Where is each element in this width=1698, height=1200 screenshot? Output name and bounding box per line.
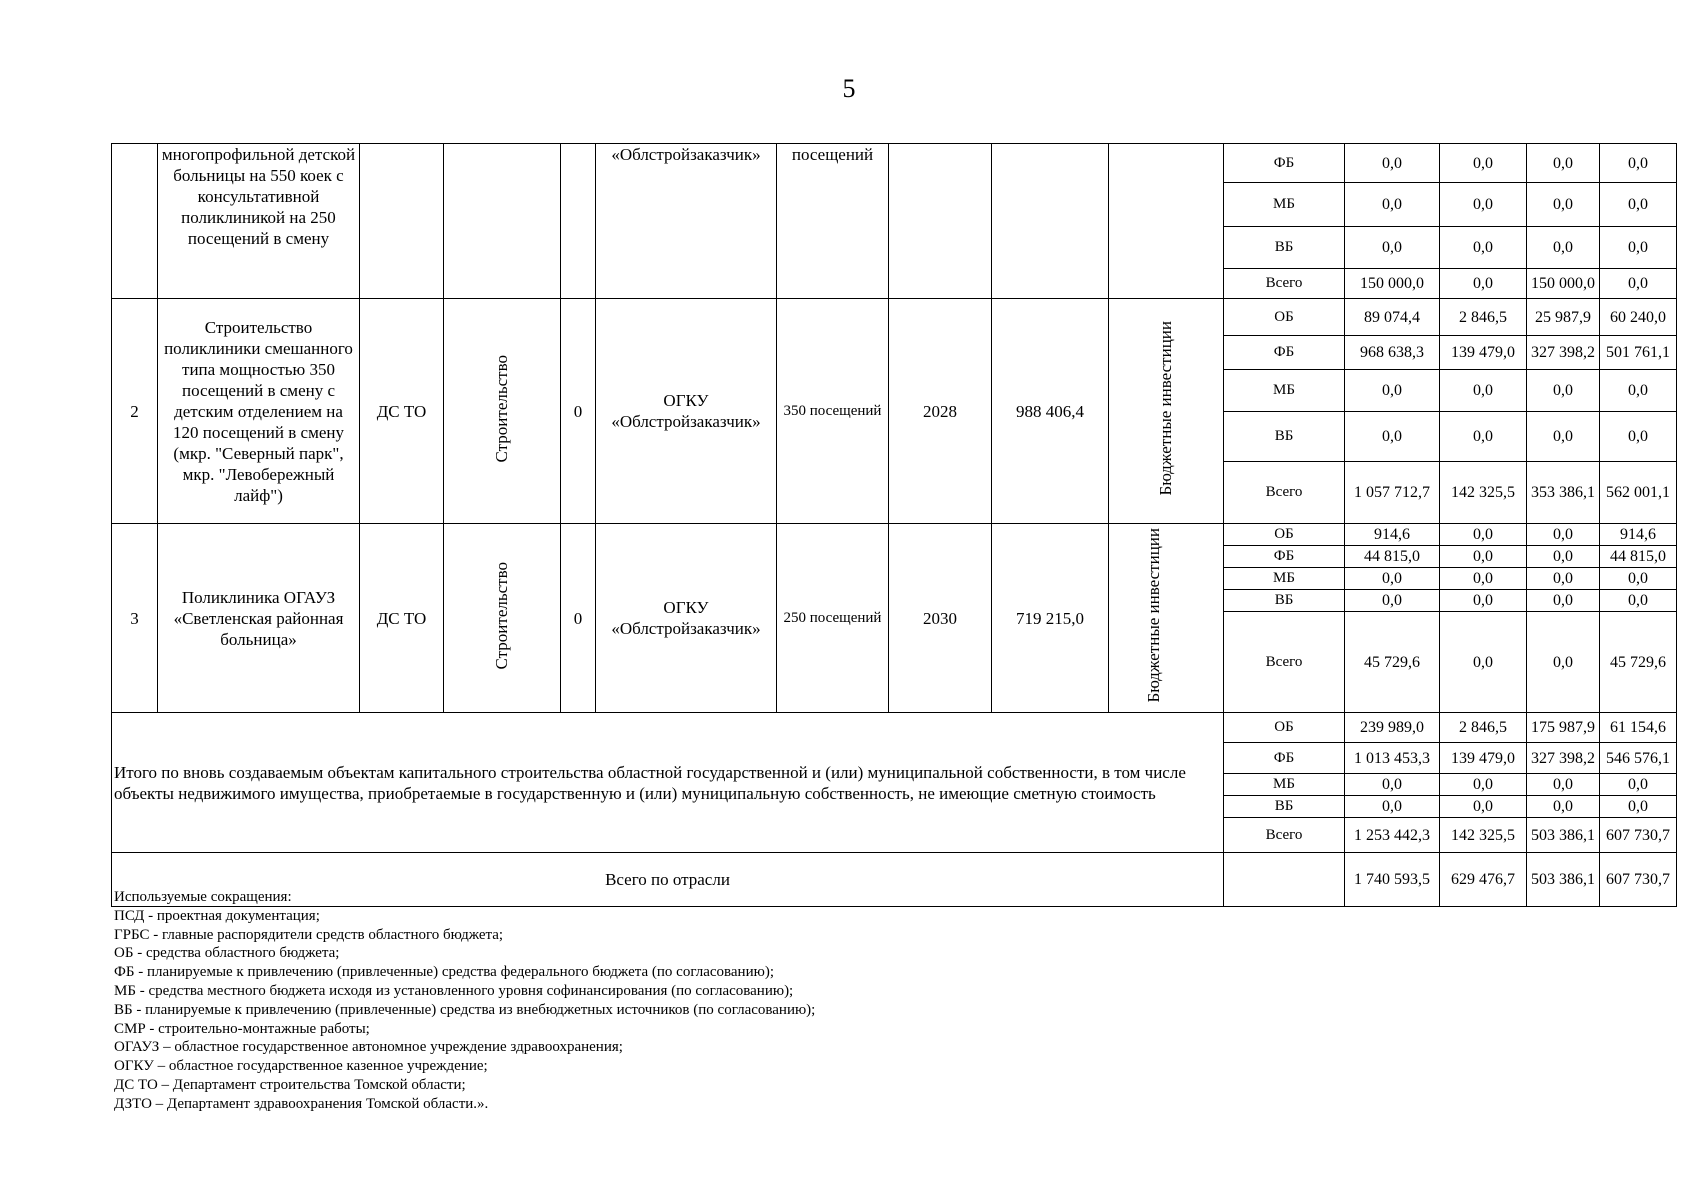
value-cell: 0,0 xyxy=(1600,269,1677,299)
abbreviation-item: ДЗТО – Департамент здравоохранения Томской области.». xyxy=(114,1095,489,1112)
row2-customer: ОГКУ «Облстройзаказчик» xyxy=(596,299,777,524)
value-cell: 914,6 xyxy=(1600,524,1677,546)
value-cell: 562 001,1 xyxy=(1600,462,1677,524)
value-cell: 0,0 xyxy=(1527,227,1600,269)
fund-label: МБ xyxy=(1224,183,1345,227)
fund-label: МБ xyxy=(1224,774,1345,796)
value-cell: 327 398,2 xyxy=(1527,743,1600,774)
value-cell: 239 989,0 xyxy=(1345,713,1440,743)
value-cell: 629 476,7 xyxy=(1440,853,1527,907)
value-cell: 61 154,6 xyxy=(1600,713,1677,743)
fund-label: ОБ xyxy=(1224,299,1345,336)
value-cell: 503 386,1 xyxy=(1527,853,1600,907)
fund-label: ФБ xyxy=(1224,546,1345,568)
row2-work-type-text: Строительство xyxy=(492,354,511,463)
value-cell: 353 386,1 xyxy=(1527,462,1600,524)
fund-label: Всего xyxy=(1224,269,1345,299)
value-cell: 89 074,4 xyxy=(1345,299,1440,336)
value-cell: 0,0 xyxy=(1527,144,1600,183)
investment-table xyxy=(111,143,1677,907)
value-cell: 0,0 xyxy=(1527,612,1600,713)
value-cell: 44 815,0 xyxy=(1600,546,1677,568)
row3-investment-type-text: Бюджетные инвестиции xyxy=(1144,528,1163,703)
row2-investment-type xyxy=(1109,299,1224,524)
row3-number: 3 xyxy=(112,524,158,713)
abbreviation-item: ОГАУЗ – областное государственное автономное учреждение здравоохранения; xyxy=(114,1039,623,1056)
row1-customer: «Облстройзаказчик» xyxy=(596,144,777,299)
row2-psd: 0 xyxy=(561,299,596,524)
row2-work-type xyxy=(444,299,561,524)
fund-label: МБ xyxy=(1224,568,1345,590)
value-cell: 1 013 453,3 xyxy=(1345,743,1440,774)
value-cell: 0,0 xyxy=(1600,227,1677,269)
value-cell: 0,0 xyxy=(1440,370,1527,412)
row1-object-name: многопрофильной детской больницы на 550 коек с консультативной поликлиникой на 250 посещений в смену xyxy=(158,144,360,299)
value-cell: 0,0 xyxy=(1527,412,1600,462)
fund-label: МБ xyxy=(1224,370,1345,412)
row2-number: 2 xyxy=(112,299,158,524)
table-row xyxy=(112,299,1677,336)
value-cell: 607 730,7 xyxy=(1600,853,1677,907)
fund-label: ВБ xyxy=(1224,227,1345,269)
value-cell: 0,0 xyxy=(1600,590,1677,612)
fund-label: Всего xyxy=(1224,462,1345,524)
row3-work-type xyxy=(444,524,561,713)
abbreviation-item: МБ - средства местного бюджета исходя из установленного уровня софинансирования (по согласованию); xyxy=(114,982,794,999)
value-cell: 60 240,0 xyxy=(1600,299,1677,336)
value-cell: 0,0 xyxy=(1345,774,1440,796)
value-cell: 1 740 593,5 xyxy=(1345,853,1440,907)
fund-label: ОБ xyxy=(1224,524,1345,546)
row1-investment-type-cell xyxy=(1109,144,1224,299)
value-cell: 607 730,7 xyxy=(1600,818,1677,853)
value-cell: 0,0 xyxy=(1345,568,1440,590)
value-cell: 0,0 xyxy=(1527,370,1600,412)
row1-number-cell xyxy=(112,144,158,299)
value-cell: 0,0 xyxy=(1527,774,1600,796)
abbreviation-item: ОБ - средства областного бюджета; xyxy=(114,945,340,962)
value-cell: 45 729,6 xyxy=(1345,612,1440,713)
fund-label: ФБ xyxy=(1224,144,1345,183)
row1-work-type-cell xyxy=(444,144,561,299)
value-cell: 1 057 712,7 xyxy=(1345,462,1440,524)
row2-object-name: Строительство поликлиники смешанного типа мощностью 350 посещений в смену с детским отделением на 120 посещений в смену (мкр. "Северный парк", мкр. "Левобережный лайф") xyxy=(158,299,360,524)
abbreviation-item: ФБ - планируемые к привлечению (привлеченные) средства федерального бюджета (по согласованию); xyxy=(114,964,774,981)
row1-grbs-cell xyxy=(360,144,444,299)
value-cell: 2 846,5 xyxy=(1440,713,1527,743)
value-cell: 0,0 xyxy=(1345,144,1440,183)
value-cell: 0,0 xyxy=(1345,796,1440,818)
value-cell: 503 386,1 xyxy=(1527,818,1600,853)
value-cell: 0,0 xyxy=(1600,370,1677,412)
fund-label: ФБ xyxy=(1224,743,1345,774)
row2-investment-type-text: Бюджетные инвестиции xyxy=(1156,321,1175,496)
abbreviations-title: Используемые сокращения: xyxy=(114,889,292,905)
value-cell: 0,0 xyxy=(1440,546,1527,568)
row2-cost: 988 406,4 xyxy=(992,299,1109,524)
value-cell: 139 479,0 xyxy=(1440,336,1527,370)
value-cell: 150 000,0 xyxy=(1345,269,1440,299)
fund-label: Всего xyxy=(1224,612,1345,713)
subtotal-label: Итого по вновь создаваемым объектам капитального строительства областной государственной и (или) муниципальной собственности, в том числе объекты недвижимого имущества, приобретаемые в государственную и (или) муниципальную собственность, не имеющие сметную стоимость xyxy=(112,713,1224,853)
value-cell: 0,0 xyxy=(1527,568,1600,590)
row1-cost-cell xyxy=(992,144,1109,299)
row3-investment-type xyxy=(1109,524,1224,713)
table-row xyxy=(112,713,1677,743)
abbreviation-item: СМР - строительно-монтажные работы; xyxy=(114,1020,370,1037)
value-cell: 0,0 xyxy=(1440,590,1527,612)
fund-label: ВБ xyxy=(1224,796,1345,818)
row3-customer: ОГКУ «Облстройзаказчик» xyxy=(596,524,777,713)
total-label: Всего по отрасли xyxy=(112,853,1224,907)
value-cell: 0,0 xyxy=(1345,227,1440,269)
value-cell: 0,0 xyxy=(1345,183,1440,227)
value-cell: 0,0 xyxy=(1527,796,1600,818)
fund-label: ВБ xyxy=(1224,590,1345,612)
value-cell: 0,0 xyxy=(1345,590,1440,612)
row3-object-name: Поликлиника ОГАУЗ «Светленская районная больница» xyxy=(158,524,360,713)
row2-capacity: 350 посещений xyxy=(777,299,889,524)
value-cell: 327 398,2 xyxy=(1527,336,1600,370)
abbreviations-list xyxy=(114,888,815,1114)
abbreviation-item: ПСД - проектная документация; xyxy=(114,907,320,924)
abbreviation-item: ДС ТО – Департамент строительства Томской области; xyxy=(114,1076,466,1093)
value-cell: 0,0 xyxy=(1345,370,1440,412)
row3-cost: 719 215,0 xyxy=(992,524,1109,713)
page-number: 5 xyxy=(842,74,856,103)
value-cell: 0,0 xyxy=(1600,568,1677,590)
value-cell: 0,0 xyxy=(1440,612,1527,713)
value-cell: 0,0 xyxy=(1440,796,1527,818)
value-cell: 0,0 xyxy=(1527,546,1600,568)
fund-label: ОБ xyxy=(1224,713,1345,743)
value-cell: 2 846,5 xyxy=(1440,299,1527,336)
fund-label: ВБ xyxy=(1224,412,1345,462)
table-row xyxy=(112,144,1677,183)
value-cell: 0,0 xyxy=(1527,183,1600,227)
row3-psd: 0 xyxy=(561,524,596,713)
value-cell: 1 253 442,3 xyxy=(1345,818,1440,853)
value-cell: 0,0 xyxy=(1440,524,1527,546)
value-cell: 0,0 xyxy=(1440,183,1527,227)
row2-year: 2028 xyxy=(889,299,992,524)
value-cell: 0,0 xyxy=(1600,796,1677,818)
value-cell: 0,0 xyxy=(1440,269,1527,299)
table-row xyxy=(112,524,1677,546)
value-cell: 0,0 xyxy=(1600,412,1677,462)
row1-psd-cell xyxy=(561,144,596,299)
value-cell: 546 576,1 xyxy=(1600,743,1677,774)
row2-grbs: ДС ТО xyxy=(360,299,444,524)
row3-work-type-text: Строительство xyxy=(492,561,511,670)
abbreviation-item: ВБ - планируемые к привлечению (привлеченные) средства из внебюджетных источников (по согласованию); xyxy=(114,1001,816,1018)
total-fund-cell xyxy=(1224,853,1345,907)
value-cell: 139 479,0 xyxy=(1440,743,1527,774)
value-cell: 45 729,6 xyxy=(1600,612,1677,713)
value-cell: 150 000,0 xyxy=(1527,269,1600,299)
value-cell: 25 987,9 xyxy=(1527,299,1600,336)
value-cell: 0,0 xyxy=(1600,183,1677,227)
value-cell: 0,0 xyxy=(1527,524,1600,546)
row3-year: 2030 xyxy=(889,524,992,713)
value-cell: 501 761,1 xyxy=(1600,336,1677,370)
value-cell: 44 815,0 xyxy=(1345,546,1440,568)
row3-grbs: ДС ТО xyxy=(360,524,444,713)
value-cell: 175 987,9 xyxy=(1527,713,1600,743)
row3-capacity: 250 посещений xyxy=(777,524,889,713)
value-cell: 0,0 xyxy=(1527,590,1600,612)
value-cell: 0,0 xyxy=(1600,774,1677,796)
value-cell: 142 325,5 xyxy=(1440,818,1527,853)
value-cell: 0,0 xyxy=(1440,144,1527,183)
abbreviation-item: ОГКУ – областное государственное казенное учреждение; xyxy=(114,1058,488,1075)
value-cell: 142 325,5 xyxy=(1440,462,1527,524)
fund-label: ФБ xyxy=(1224,336,1345,370)
value-cell: 0,0 xyxy=(1440,227,1527,269)
value-cell: 0,0 xyxy=(1600,144,1677,183)
row1-capacity: посещений xyxy=(777,144,889,299)
abbreviation-item: ГРБС - главные распорядители средств областного бюджета; xyxy=(114,926,504,943)
row1-year-cell xyxy=(889,144,992,299)
value-cell: 914,6 xyxy=(1345,524,1440,546)
value-cell: 0,0 xyxy=(1440,412,1527,462)
value-cell: 0,0 xyxy=(1440,568,1527,590)
value-cell: 968 638,3 xyxy=(1345,336,1440,370)
value-cell: 0,0 xyxy=(1440,774,1527,796)
fund-label: Всего xyxy=(1224,818,1345,853)
value-cell: 0,0 xyxy=(1345,412,1440,462)
